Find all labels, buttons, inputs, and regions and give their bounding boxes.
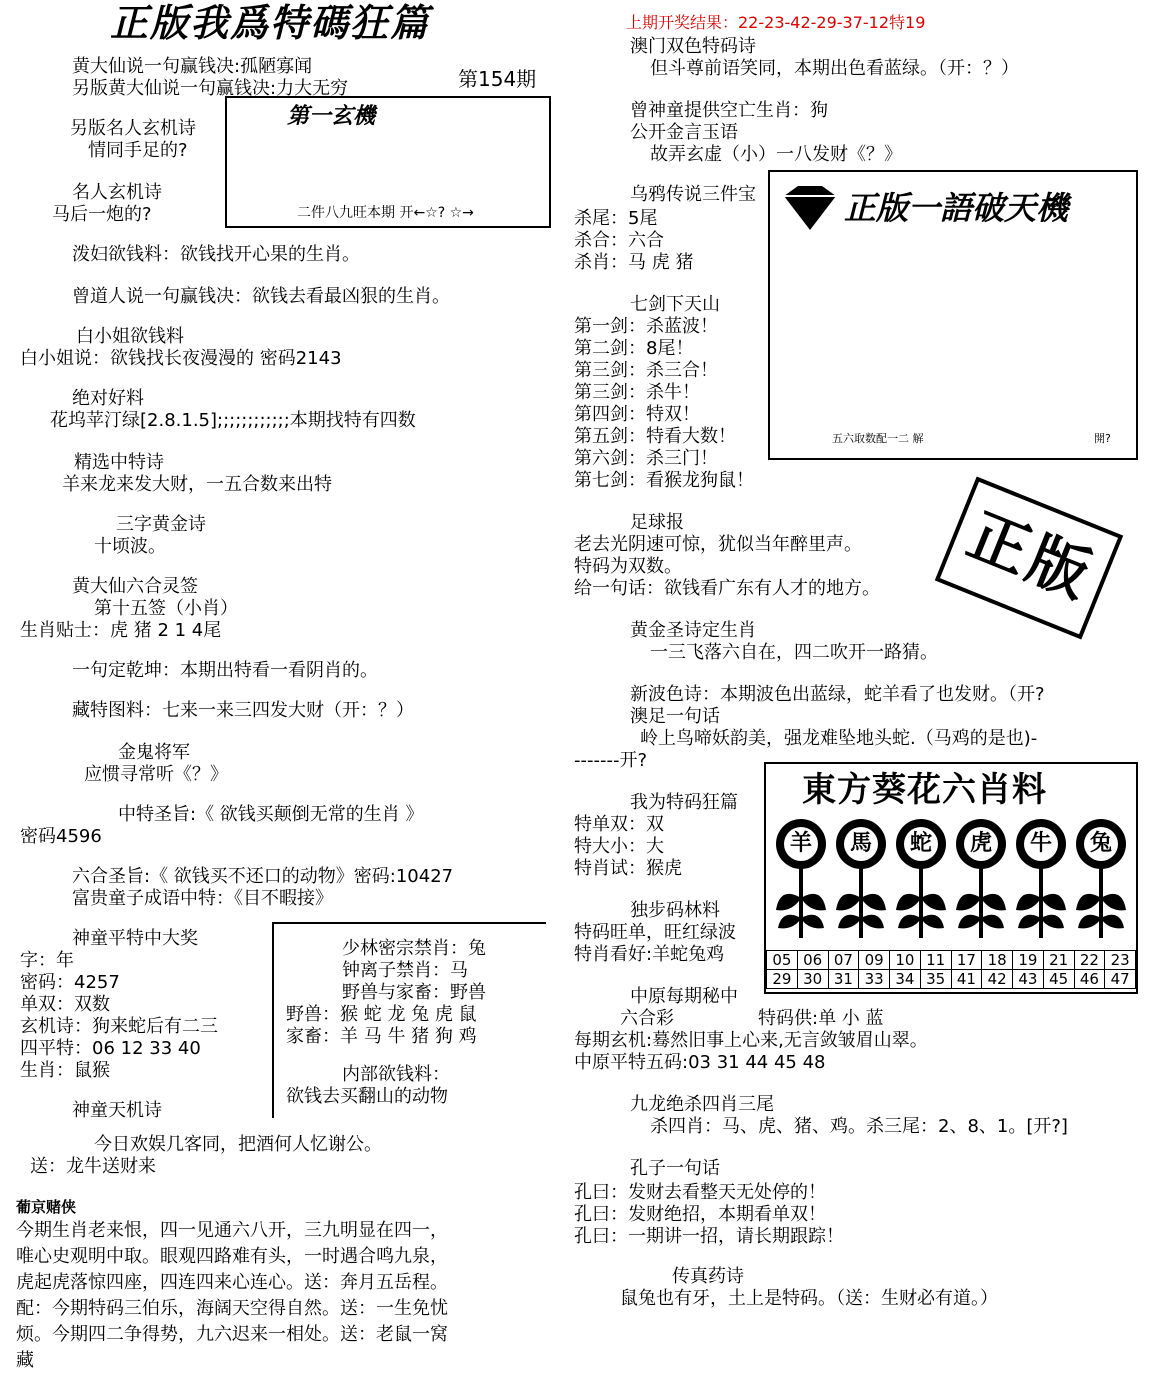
dongfang-box: [764, 762, 1138, 994]
text-line: 生肖：鼠猴: [20, 1060, 110, 1081]
number-cell: 34: [890, 970, 921, 989]
text-line: 虎起虎落惊四座，四连四来心连心。送：奔月五岳程。: [16, 1272, 448, 1293]
text-line: 六合圣旨:《 欲钱买不还口的动物》密码:10427: [72, 866, 454, 887]
page-title: 正版我爲特碼狂篇: [110, 1, 431, 45]
text-line: 今日欢娱几客同，把酒何人忆谢公。: [94, 1134, 382, 1155]
sunflower-icon: [832, 818, 890, 942]
number-cell: 18: [982, 951, 1013, 970]
diamond-icon: [778, 182, 842, 234]
box-line: 内部欲钱料：: [342, 1064, 450, 1085]
text-line: 新波色诗：本期波色出蓝绿，蛇羊看了也发财。（开?: [630, 684, 1045, 705]
text-line: 孔曰：发财去看整天无处停的！: [574, 1182, 826, 1203]
box-line: 野兽与家畜：野兽: [342, 982, 486, 1003]
text-line: 曾神童提供空亡生肖：狗: [630, 100, 828, 121]
text-line: 黄金圣诗定生肖: [630, 620, 756, 641]
text-line: 四平特：06 12 33 40: [20, 1038, 201, 1059]
text-line: 第十五签（小肖）: [94, 598, 238, 619]
issue-number: 第154期: [458, 67, 537, 91]
text-line: 玄机诗：狗来蛇后有二三: [20, 1016, 218, 1037]
text-line: 唯心史观明中取。眼观四路难有头，一时遇合鸣九泉，: [16, 1246, 448, 1267]
sunflower-label: 蛇: [909, 831, 932, 856]
number-cell: 29: [767, 970, 798, 989]
text-line: 特大小：大: [574, 836, 664, 857]
text-line: 三字黄金诗: [116, 514, 206, 535]
xuanji-text: 二件八九旺本期 开←☆? ☆→: [297, 205, 474, 221]
sunflower-icon: [772, 818, 830, 942]
text-line: 中特圣旨:《 欲钱买颠倒无常的生肖 》: [118, 804, 424, 825]
text-line: 杀尾：5尾: [574, 208, 658, 229]
sunflower-icon: [952, 818, 1010, 942]
text-line: 第六剑：杀三门！: [574, 448, 718, 469]
number-cell: 41: [951, 970, 982, 989]
text-line: 特肖看好:羊蛇兔鸡: [574, 944, 725, 965]
last-result: 上期开奖结果：22-23-42-29-37-12特19: [626, 13, 926, 32]
number-cell: 09: [859, 951, 890, 970]
number-cell: 17: [951, 951, 982, 970]
text-line: 第七剑：看猴龙狗鼠！: [574, 470, 754, 491]
text-line: 葡京赌侠: [16, 1198, 77, 1216]
number-cell: 33: [859, 970, 890, 989]
box-line: 少林密宗禁肖：兔: [342, 938, 486, 959]
text-line: 第五剑：特看大数！: [574, 426, 736, 447]
text-line: 杀合：六合: [574, 230, 664, 251]
yiyu-right: 開?: [1094, 432, 1111, 445]
text-line: 中原每期秘中: [630, 986, 738, 1007]
text-line: 黄大仙说一句赢钱决:孤陋寡闻: [72, 56, 313, 77]
text-line: 杀四肖：马、虎、猪、鸡。杀三尾：2、8、1。[开?]: [650, 1116, 1068, 1137]
text-line: 第四剑：特双！: [574, 404, 700, 425]
number-cell: 21: [1043, 951, 1074, 970]
sunflower-label: 牛: [1029, 831, 1052, 856]
text-line: 花坞苹汀绿[2.8.1.5];;;;;;;;;;;;本期找特有四数: [50, 410, 416, 431]
text-line: 特码供:单 小 蓝: [758, 1008, 884, 1029]
text-line: 特单双：双: [574, 814, 664, 835]
text-line: 第一剑：杀蓝波！: [574, 316, 718, 337]
text-line: 应惯寻常听《？》: [84, 764, 228, 785]
number-cell: 05: [767, 951, 798, 970]
number-cell: 06: [797, 951, 828, 970]
number-cell: 42: [982, 970, 1013, 989]
text-line: -------开?: [574, 750, 648, 771]
box-line: 欲钱去买翻山的动物: [286, 1086, 448, 1107]
xuanji-box: [225, 96, 551, 228]
text-line: 孔子一句话: [630, 1158, 720, 1179]
number-cell: 22: [1074, 951, 1105, 970]
shaolin-box: [272, 922, 546, 1118]
text-line: 孔曰：发财绝招，本期看单双！: [574, 1204, 826, 1225]
number-cell: 07: [828, 951, 859, 970]
text-line: 今期生肖老来恨，四一见通六八开，三九明显在四一，: [16, 1220, 448, 1241]
text-line: 中原平特五码:03 31 44 45 48: [574, 1052, 826, 1073]
number-cell: 45: [1043, 970, 1074, 989]
text-line: 故弄玄虚（小）一八发财《？》: [650, 144, 902, 165]
flower-row: [772, 818, 1130, 942]
number-cell: 47: [1105, 970, 1136, 989]
text-line: 情同手足的?: [88, 140, 188, 161]
text-line: 澳足一句话: [630, 706, 720, 727]
sunflower-icon: [1012, 818, 1070, 942]
text-line: 富贵童子成语中特：《目不暇接》: [72, 888, 333, 909]
text-line: 一三飞落六自在，四二吹开一路猜。: [650, 642, 938, 663]
text-line: 泼妇欲钱料：欲钱找开心果的生肖。: [72, 244, 360, 265]
text-line: 神童平特中大奖: [72, 928, 198, 949]
text-line: 乌鸦传说三件宝: [630, 184, 756, 205]
text-line: 送：龙牛送财来: [30, 1156, 156, 1177]
text-line: 密码4596: [20, 826, 102, 847]
text-line: 我为特码狂篇: [630, 792, 738, 813]
text-line: 鼠兔也有牙，土上是特码。（送：生财必有道。）: [620, 1288, 998, 1309]
number-cell: 10: [890, 951, 921, 970]
text-line: 九龙绝杀四肖三尾: [630, 1094, 774, 1115]
text-line: 一句定乾坤：本期出特看一看阴肖的。: [72, 660, 378, 681]
sunflower-icon: [1072, 818, 1130, 942]
sunflower-label: 虎: [969, 831, 992, 856]
text-line: 特码为双数。: [574, 556, 682, 577]
text-line: 杀肖：马 虎 猪: [574, 252, 694, 273]
number-cell: 31: [828, 970, 859, 989]
text-line: 孔曰：一期讲一招，请长期跟踪！: [574, 1226, 844, 1247]
text-line: 白小姐欲钱料: [76, 326, 184, 347]
text-line: 神童天机诗: [72, 1100, 162, 1121]
text-line: 金鬼将军: [118, 742, 190, 763]
sunflower-label: 馬: [849, 831, 872, 856]
text-line: 单双：双数: [20, 994, 110, 1015]
text-line: 另版黄大仙说一句赢钱决:力大无穷: [72, 78, 349, 99]
text-line: 黄大仙六合灵签: [72, 576, 198, 597]
text-line: 羊来龙来发大财，一五合数来出特: [62, 474, 332, 495]
text-line: 澳门双色特码诗: [630, 36, 756, 57]
text-line: 马后一炮的?: [52, 204, 152, 225]
text-line: 老去光阴速可惊，犹似当年醉里声。: [574, 534, 862, 555]
text-line: 第三剑：杀三合！: [574, 360, 718, 381]
dongfang-title: 東方葵花六肖料: [802, 770, 1047, 810]
sunflower-label: 兔: [1089, 831, 1112, 856]
zhengban-text: 正版: [958, 500, 1104, 613]
text-line: 第二剑：8尾！: [574, 338, 694, 359]
text-line: 公开金言玉语: [630, 122, 738, 143]
number-grid: [766, 950, 1136, 989]
number-cell: 43: [1013, 970, 1044, 989]
xuanji-title: 第一玄機: [287, 104, 376, 129]
yiyu-box: [768, 170, 1138, 460]
text-line: 给一句话：欲钱看广东有人才的地方。: [574, 578, 880, 599]
number-cell: 23: [1105, 951, 1136, 970]
box-line: 野兽：猴 蛇 龙 兔 虎 鼠: [286, 1004, 477, 1025]
zhengban-stamp: [935, 476, 1123, 639]
box-line: 家畜：羊 马 牛 猪 狗 鸡: [286, 1026, 477, 1047]
text-line: 白小姐说：欲钱找长夜漫漫的 密码2143: [20, 348, 342, 369]
text-line: 配：今期特码三伯乐，海阔天空得自然。送：一生免忧: [16, 1298, 448, 1319]
number-cell: 19: [1013, 951, 1044, 970]
text-line: 生肖贴士：虎 猪 2 1 4尾: [20, 620, 222, 641]
sunflower-icon: [892, 818, 950, 942]
text-line: 字：年: [20, 950, 74, 971]
text-line: 另版名人玄机诗: [70, 118, 196, 139]
text-line: 六合彩: [620, 1008, 674, 1029]
text-line: 七剑下天山: [630, 294, 720, 315]
text-line: 独步码林料: [630, 900, 720, 921]
number-cell: 11: [920, 951, 951, 970]
text-line: 特码旺单，旺红绿波: [574, 922, 736, 943]
yiyu-title: 正版一語破天機: [844, 189, 1069, 227]
text-line: 十顷波。: [94, 536, 166, 557]
text-line: 密码：4257: [20, 972, 120, 993]
text-line: 烦。今期四二争得势，九六迟来一相处。送：老鼠一窝: [16, 1324, 448, 1345]
text-line: 藏: [16, 1350, 34, 1371]
text-line: 每期玄机:蓦然旧事上心来,无言敛皱眉山翠。: [574, 1030, 928, 1051]
number-cell: 30: [797, 970, 828, 989]
text-line: 但斗尊前语笑同，本期出色看蓝绿。（开：？）: [650, 58, 1019, 79]
text-line: 第三剑：杀牛！: [574, 382, 700, 403]
text-line: 曾道人说一句赢钱决：欲钱去看最凶狠的生肖。: [72, 286, 450, 307]
text-line: 名人玄机诗: [72, 182, 162, 203]
number-cell: 35: [920, 970, 951, 989]
text-line: 岭上鸟啼妖韵美，强龙难坠地头蛇.（马鸡的是也)-: [640, 728, 1038, 749]
box-line: 钟离子禁肖：马: [342, 960, 468, 981]
text-line: 特肖试：猴虎: [574, 858, 682, 879]
yiyu-text: 五六取数配一二 解: [832, 432, 924, 445]
number-cell: 46: [1074, 970, 1105, 989]
sunflower-label: 羊: [789, 831, 812, 856]
text-line: 传真药诗: [672, 1266, 744, 1287]
text-line: 足球报: [630, 512, 684, 533]
text-line: 藏特图料：七来一来三四发大财（开：？）: [72, 700, 414, 721]
text-line: 精选中特诗: [74, 452, 164, 473]
text-line: 绝对好料: [72, 388, 144, 409]
